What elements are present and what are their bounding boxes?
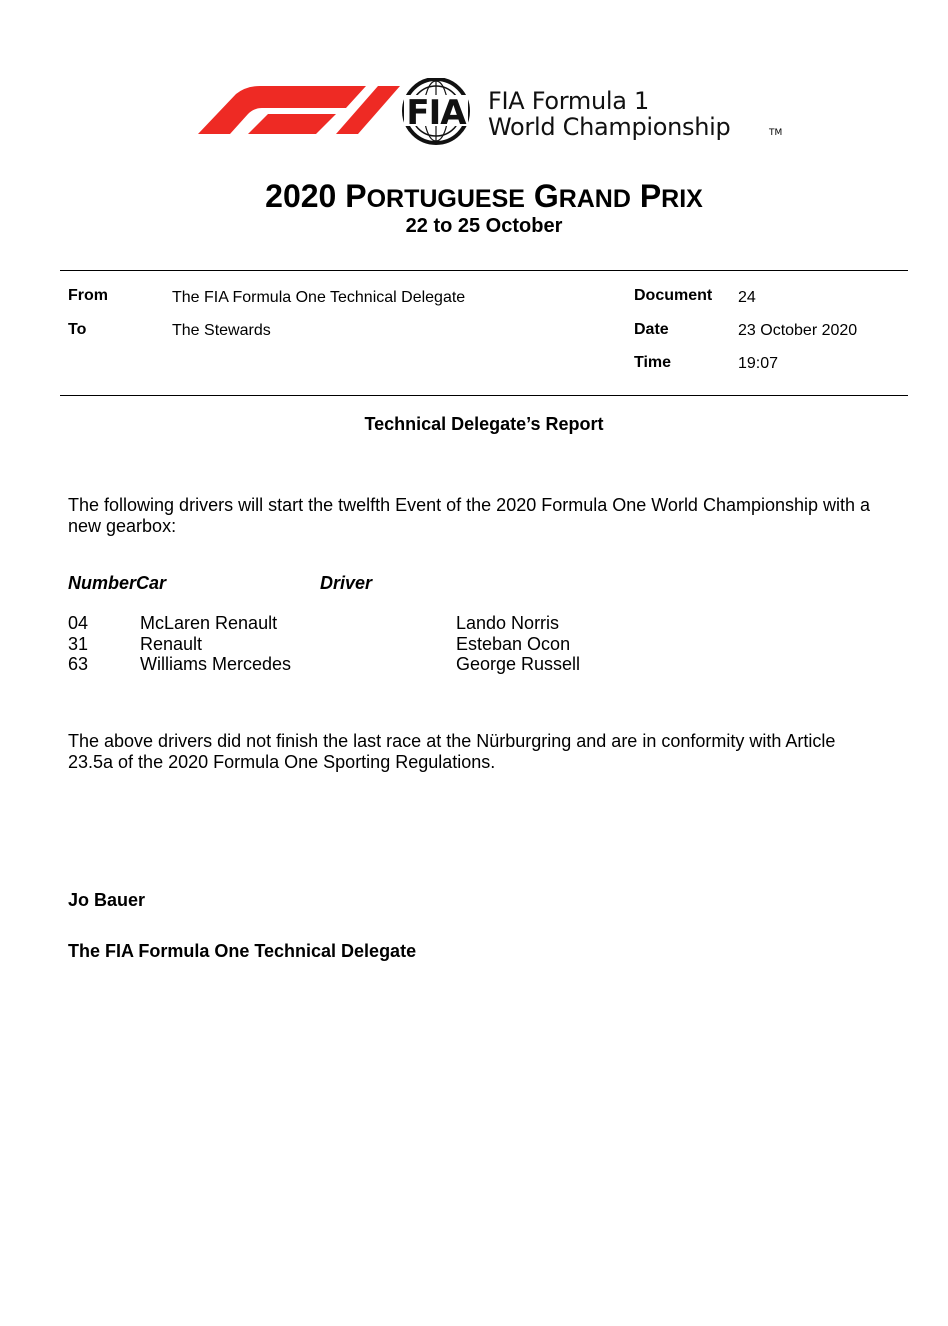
page-title: 2020 PORTUGUESE GRAND PRIX xyxy=(265,178,703,214)
date-value: 23 October 2020 xyxy=(738,322,858,339)
event-dates: 22 to 25 October xyxy=(405,215,563,237)
column-header-driver: Driver xyxy=(320,573,373,593)
from-value: The FIA Formula One Technical Delegate xyxy=(172,289,466,306)
to-value: The Stewards xyxy=(172,322,271,339)
conformity-paragraph: The above drivers did not finish the last race at the Nürburgring and are in conformity with Article 23.5a of the 2020 Formula One Sporting Regulations. xyxy=(68,731,836,772)
from-label: From xyxy=(68,287,108,304)
logo-line-1: FIA Formula 1 xyxy=(488,87,649,115)
time-label: Time xyxy=(634,354,672,371)
column-header-number: NumberCar xyxy=(68,573,167,593)
report-title: Technical Delegate’s Report xyxy=(364,414,604,434)
logo-trademark: TM xyxy=(769,128,783,138)
document-label: Document xyxy=(634,287,713,304)
row-car: McLaren Renault xyxy=(140,613,278,633)
signatory-role: The FIA Formula One Technical Delegate xyxy=(68,941,417,961)
date-label: Date xyxy=(634,321,669,338)
signatory-name: Jo Bauer xyxy=(68,890,146,910)
f1-logo-icon xyxy=(198,86,400,134)
row-driver: Esteban Ocon xyxy=(456,634,571,654)
document-value: 24 xyxy=(738,289,756,306)
fia-emblem-icon xyxy=(404,79,468,143)
divider-top xyxy=(60,270,908,271)
logo-line-2: World Championship xyxy=(488,113,731,141)
row-driver: Lando Norris xyxy=(456,613,560,633)
row-number: 63 xyxy=(68,654,89,674)
row-number: 04 xyxy=(68,613,89,633)
to-label: To xyxy=(68,321,87,338)
row-car: Renault xyxy=(140,634,203,654)
svg-text:FIA: FIA xyxy=(406,93,466,133)
row-car: Williams Mercedes xyxy=(140,654,292,674)
divider-bottom xyxy=(60,395,908,396)
intro-paragraph: The following drivers will start the twelfth Event of the 2020 Formula One World Championship with a new gearbox: xyxy=(68,495,871,536)
time-value: 19:07 xyxy=(738,355,779,372)
row-number: 31 xyxy=(68,634,89,654)
row-driver: George Russell xyxy=(456,654,581,674)
